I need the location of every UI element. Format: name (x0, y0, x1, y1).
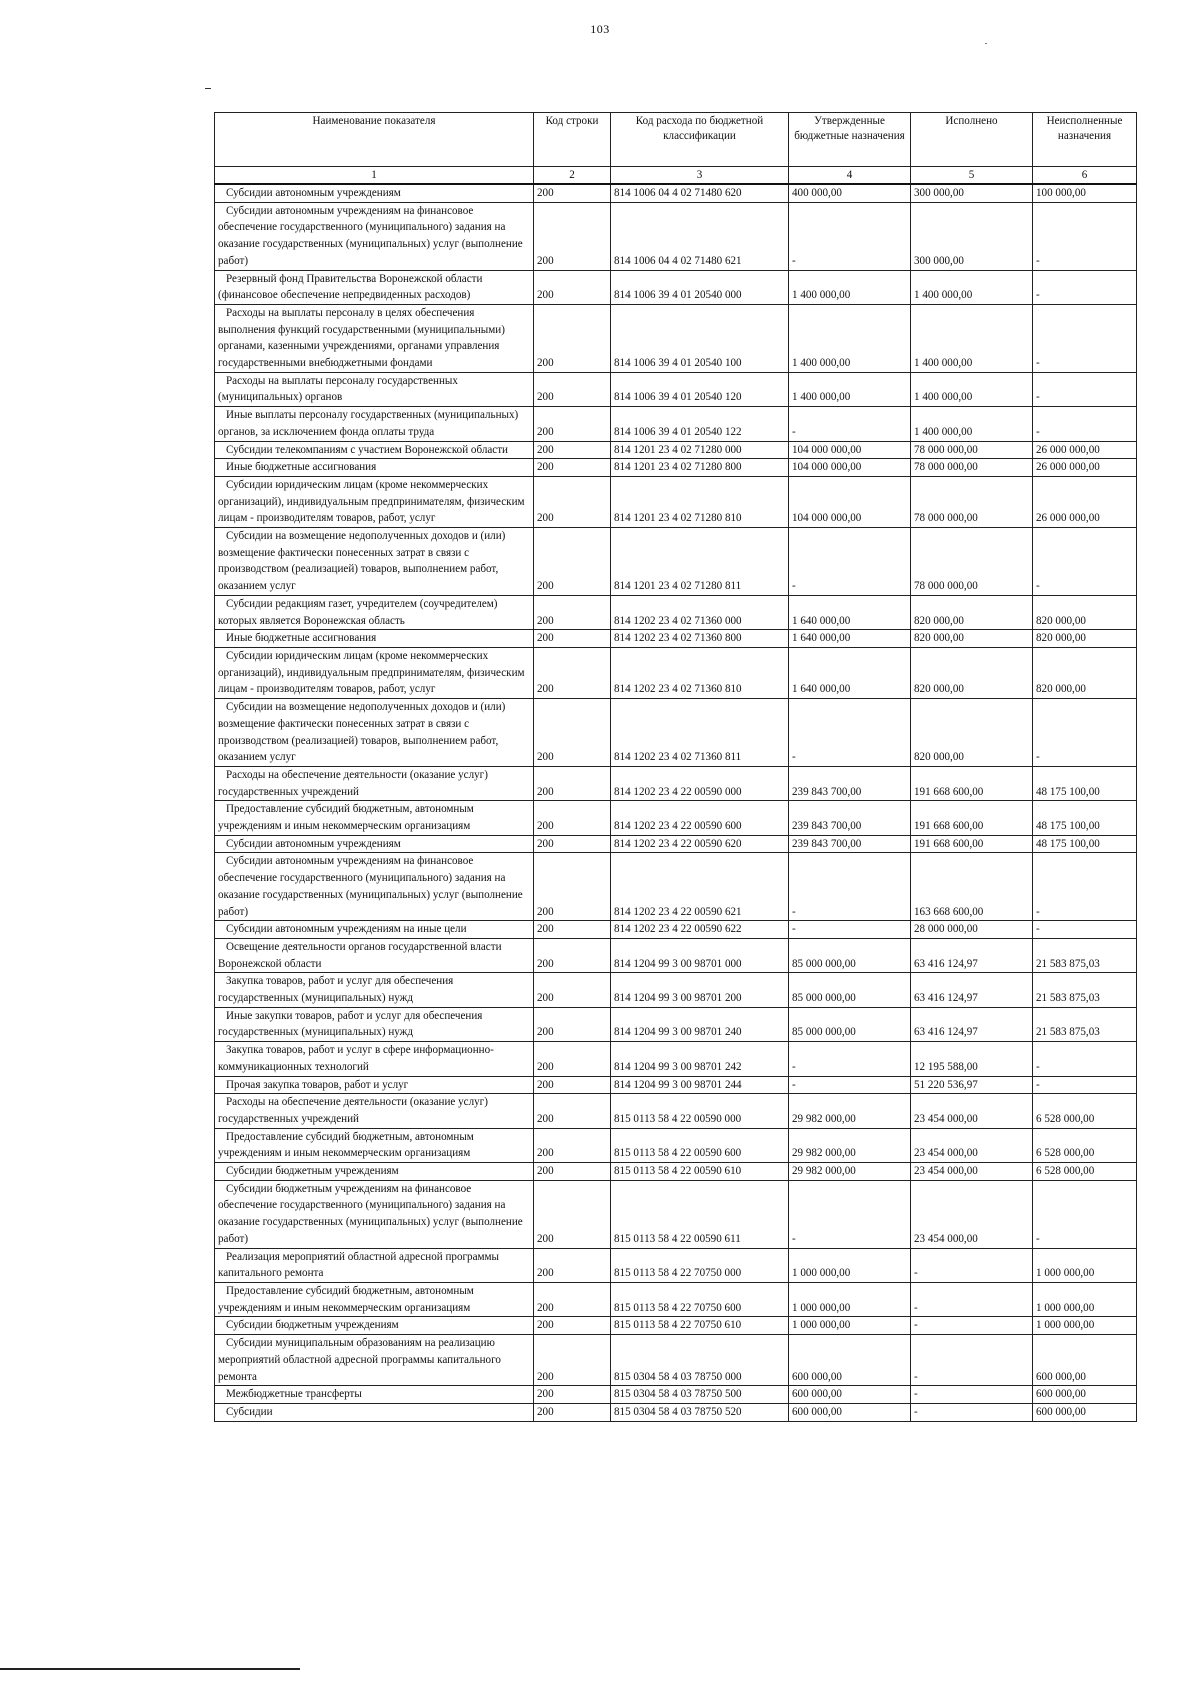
row-unexecuted-cell: 21 583 875,03 (1033, 973, 1137, 1007)
row-line-code-cell: 200 (534, 699, 611, 767)
row-unexecuted-cell: - (1033, 372, 1137, 406)
row-approved-cell: - (789, 1180, 911, 1248)
row-classification-code-cell: 814 1202 23 4 02 71360 810 (611, 647, 789, 698)
row-name-cell: Субсидии автономным учреждениям (215, 835, 534, 853)
column-number: 4 (789, 167, 911, 185)
row-unexecuted-cell: - (1033, 1076, 1137, 1094)
row-classification-code-cell: 814 1204 99 3 00 98701 244 (611, 1076, 789, 1094)
row-executed-cell: 191 668 600,00 (911, 801, 1033, 835)
row-unexecuted-cell: 26 000 000,00 (1033, 441, 1137, 459)
row-classification-code-cell: 814 1202 23 4 22 00590 620 (611, 835, 789, 853)
row-line-code-cell: 200 (534, 304, 611, 372)
row-unexecuted-cell: 6 528 000,00 (1033, 1128, 1137, 1162)
table-row (215, 699, 1137, 767)
row-classification-code-cell: 815 0113 58 4 22 70750 610 (611, 1317, 789, 1335)
table-row (215, 647, 1137, 698)
table-row (215, 407, 1137, 441)
row-executed-cell: 300 000,00 (911, 184, 1033, 202)
row-approved-cell: 85 000 000,00 (789, 1007, 911, 1041)
row-classification-code-cell: 815 0113 58 4 22 00590 611 (611, 1180, 789, 1248)
header-budget-classification-code: Код расхода по бюджетной классификации (611, 113, 789, 167)
row-name-cell: Иные бюджетные ассигнования (215, 630, 534, 648)
row-name-cell: Субсидии автономным учреждениям на финансовое обеспечение государственного (муниципального) задания на оказание государственных (муниципальных) услуг (выполнение работ) (215, 853, 534, 921)
row-unexecuted-cell: 600 000,00 (1033, 1335, 1137, 1386)
row-approved-cell: - (789, 1042, 911, 1076)
row-line-code-cell: 200 (534, 1007, 611, 1041)
row-approved-cell: 600 000,00 (789, 1335, 911, 1386)
row-unexecuted-cell: - (1033, 528, 1137, 596)
row-line-code-cell: 200 (534, 1403, 611, 1421)
row-line-code-cell: 200 (534, 1248, 611, 1282)
row-unexecuted-cell: - (1033, 407, 1137, 441)
row-unexecuted-cell: - (1033, 304, 1137, 372)
row-unexecuted-cell: - (1033, 270, 1137, 304)
row-name-cell: Субсидии бюджетным учреждениям (215, 1163, 534, 1181)
row-unexecuted-cell: 600 000,00 (1033, 1386, 1137, 1404)
row-executed-cell: 23 454 000,00 (911, 1180, 1033, 1248)
row-name-cell: Субсидии телекомпаниям с участием Воронежской области (215, 441, 534, 459)
row-unexecuted-cell: 21 583 875,03 (1033, 1007, 1137, 1041)
row-line-code-cell: 200 (534, 407, 611, 441)
row-executed-cell: 1 400 000,00 (911, 407, 1033, 441)
row-line-code-cell: 200 (534, 476, 611, 527)
table-row (215, 476, 1137, 527)
table-row (215, 1180, 1137, 1248)
row-executed-cell: 78 000 000,00 (911, 528, 1033, 596)
row-unexecuted-cell: 100 000,00 (1033, 184, 1137, 202)
row-name-cell: Предоставление субсидий бюджетным, автономным учреждениям и иным некоммерческим организациям (215, 801, 534, 835)
row-name-cell: Межбюджетные трансферты (215, 1386, 534, 1404)
row-approved-cell: 104 000 000,00 (789, 476, 911, 527)
row-name-cell: Иные закупки товаров, работ и услуг для обеспечения государственных (муниципальных) нужд (215, 1007, 534, 1041)
row-classification-code-cell: 814 1006 39 4 01 20540 122 (611, 407, 789, 441)
row-unexecuted-cell: - (1033, 853, 1137, 921)
column-number: 6 (1033, 167, 1137, 185)
row-line-code-cell: 200 (534, 202, 611, 270)
row-executed-cell: 63 416 124,97 (911, 1007, 1033, 1041)
row-approved-cell: - (789, 1076, 911, 1094)
row-name-cell: Предоставление субсидий бюджетным, автономным учреждениям и иным некоммерческим организациям (215, 1128, 534, 1162)
row-unexecuted-cell: 6 528 000,00 (1033, 1163, 1137, 1181)
row-classification-code-cell: 814 1202 23 4 22 00590 600 (611, 801, 789, 835)
row-unexecuted-cell: 48 175 100,00 (1033, 835, 1137, 853)
budget-execution-table (214, 112, 1137, 1422)
row-approved-cell: 400 000,00 (789, 184, 911, 202)
row-name-cell: Расходы на выплаты персоналу в целях обеспечения выполнения функций государственными (муниципальными) органами, казенными учреждениями, органами управления государственными внебюджетными фондами (215, 304, 534, 372)
row-name-cell: Субсидии автономным учреждениям на финансовое обеспечение государственного (муниципального) задания на оказание государственных (муниципальных) услуг (выполнение работ) (215, 202, 534, 270)
table-header-row (215, 113, 1137, 167)
row-unexecuted-cell: 820 000,00 (1033, 630, 1137, 648)
header-approved-assignments: Утвержденные бюджетные назначения (789, 113, 911, 167)
column-number-row (215, 167, 1137, 185)
row-approved-cell: 1 400 000,00 (789, 304, 911, 372)
table-row (215, 595, 1137, 629)
row-line-code-cell: 200 (534, 1042, 611, 1076)
row-line-code-cell: 200 (534, 647, 611, 698)
row-name-cell: Субсидии юридическим лицам (кроме некоммерческих организаций), индивидуальным предпринимателям, физическим лицам - производителям товаров, работ, услуг (215, 647, 534, 698)
row-line-code-cell: 200 (534, 528, 611, 596)
row-classification-code-cell: 814 1201 23 4 02 71280 810 (611, 476, 789, 527)
row-name-cell: Закупка товаров, работ и услуг в сфере информационно-коммуникационных технологий (215, 1042, 534, 1076)
row-executed-cell: 78 000 000,00 (911, 459, 1033, 477)
table-row (215, 1094, 1137, 1128)
row-line-code-cell: 200 (534, 853, 611, 921)
row-approved-cell: 1 400 000,00 (789, 372, 911, 406)
row-classification-code-cell: 815 0113 58 4 22 70750 000 (611, 1248, 789, 1282)
row-executed-cell: 820 000,00 (911, 595, 1033, 629)
row-line-code-cell: 200 (534, 1076, 611, 1094)
row-unexecuted-cell: 48 175 100,00 (1033, 766, 1137, 800)
row-line-code-cell: 200 (534, 973, 611, 1007)
row-name-cell: Субсидии бюджетным учреждениям на финансовое обеспечение государственного (муниципального) задания на оказание государственных (муниципальных) услуг (выполнение работ) (215, 1180, 534, 1248)
table-row (215, 1335, 1137, 1386)
row-line-code-cell: 200 (534, 372, 611, 406)
row-line-code-cell: 200 (534, 1317, 611, 1335)
row-approved-cell: 85 000 000,00 (789, 938, 911, 972)
row-approved-cell: - (789, 407, 911, 441)
row-name-cell: Освещение деятельности органов государственной власти Воронежской области (215, 938, 534, 972)
row-executed-cell: - (911, 1403, 1033, 1421)
row-unexecuted-cell: - (1033, 921, 1137, 939)
row-classification-code-cell: 814 1006 39 4 01 20540 100 (611, 304, 789, 372)
row-executed-cell: - (911, 1317, 1033, 1335)
row-approved-cell: 600 000,00 (789, 1403, 911, 1421)
row-executed-cell: - (911, 1386, 1033, 1404)
table-row (215, 938, 1137, 972)
row-name-cell: Субсидии автономным учреждениям (215, 184, 534, 202)
row-name-cell: Субсидии юридическим лицам (кроме некоммерческих организаций), индивидуальным предпринимателям, физическим лицам - производителям товаров, работ, услуг (215, 476, 534, 527)
row-approved-cell: 239 843 700,00 (789, 835, 911, 853)
row-name-cell: Субсидии на возмещение недополученных доходов и (или) возмещение фактически понесенных затрат в связи с производством (реализацией) товаров, выполнением работ, оказанием услуг (215, 528, 534, 596)
row-executed-cell: 300 000,00 (911, 202, 1033, 270)
row-unexecuted-cell: - (1033, 1180, 1137, 1248)
row-classification-code-cell: 815 0113 58 4 22 00590 000 (611, 1094, 789, 1128)
row-classification-code-cell: 814 1006 04 4 02 71480 621 (611, 202, 789, 270)
row-line-code-cell: 200 (534, 184, 611, 202)
row-classification-code-cell: 814 1006 39 4 01 20540 000 (611, 270, 789, 304)
row-approved-cell: 600 000,00 (789, 1386, 911, 1404)
row-line-code-cell: 200 (534, 459, 611, 477)
row-name-cell: Реализация мероприятий областной адресной программы капитального ремонта (215, 1248, 534, 1282)
row-executed-cell: 28 000 000,00 (911, 921, 1033, 939)
row-line-code-cell: 200 (534, 1180, 611, 1248)
row-approved-cell: - (789, 699, 911, 767)
row-executed-cell: 1 400 000,00 (911, 304, 1033, 372)
table-row (215, 973, 1137, 1007)
row-approved-cell: 29 982 000,00 (789, 1128, 911, 1162)
row-executed-cell: 63 416 124,97 (911, 938, 1033, 972)
row-executed-cell: - (911, 1335, 1033, 1386)
row-classification-code-cell: 815 0304 58 4 03 78750 000 (611, 1335, 789, 1386)
row-name-cell: Субсидии (215, 1403, 534, 1421)
row-executed-cell: 12 195 588,00 (911, 1042, 1033, 1076)
row-executed-cell: 191 668 600,00 (911, 835, 1033, 853)
column-number: 5 (911, 167, 1033, 185)
table-row (215, 766, 1137, 800)
scan-dash-mark (205, 88, 211, 89)
row-approved-cell: 1 000 000,00 (789, 1317, 911, 1335)
row-classification-code-cell: 814 1204 99 3 00 98701 242 (611, 1042, 789, 1076)
row-executed-cell: 23 454 000,00 (911, 1094, 1033, 1128)
row-line-code-cell: 200 (534, 1163, 611, 1181)
row-executed-cell: 1 400 000,00 (911, 270, 1033, 304)
table-row (215, 459, 1137, 477)
row-executed-cell: 820 000,00 (911, 630, 1033, 648)
table-row (215, 372, 1137, 406)
row-unexecuted-cell: - (1033, 699, 1137, 767)
table-row (215, 270, 1137, 304)
row-classification-code-cell: 814 1202 23 4 02 71360 811 (611, 699, 789, 767)
row-executed-cell: 1 400 000,00 (911, 372, 1033, 406)
table-row (215, 921, 1137, 939)
header-line-code: Код строки (534, 113, 611, 167)
row-approved-cell: 1 000 000,00 (789, 1248, 911, 1282)
row-executed-cell: 820 000,00 (911, 699, 1033, 767)
column-number: 3 (611, 167, 789, 185)
table-row (215, 528, 1137, 596)
row-approved-cell: 29 982 000,00 (789, 1094, 911, 1128)
row-unexecuted-cell: - (1033, 1042, 1137, 1076)
row-executed-cell: - (911, 1248, 1033, 1282)
row-line-code-cell: 200 (534, 270, 611, 304)
row-line-code-cell: 200 (534, 921, 611, 939)
header-executed: Исполнено (911, 113, 1033, 167)
row-classification-code-cell: 815 0304 58 4 03 78750 520 (611, 1403, 789, 1421)
row-executed-cell: 51 220 536,97 (911, 1076, 1033, 1094)
row-executed-cell: 63 416 124,97 (911, 973, 1033, 1007)
row-line-code-cell: 200 (534, 1094, 611, 1128)
row-approved-cell: 85 000 000,00 (789, 973, 911, 1007)
table-row (215, 1283, 1137, 1317)
row-line-code-cell: 200 (534, 801, 611, 835)
row-classification-code-cell: 814 1201 23 4 02 71280 800 (611, 459, 789, 477)
table-row (215, 630, 1137, 648)
row-classification-code-cell: 814 1204 99 3 00 98701 240 (611, 1007, 789, 1041)
row-classification-code-cell: 814 1204 99 3 00 98701 000 (611, 938, 789, 972)
row-approved-cell: - (789, 921, 911, 939)
row-line-code-cell: 200 (534, 1386, 611, 1404)
row-name-cell: Субсидии автономным учреждениям на иные цели (215, 921, 534, 939)
row-executed-cell: 820 000,00 (911, 647, 1033, 698)
table-row (215, 1403, 1137, 1421)
row-approved-cell: - (789, 202, 911, 270)
table-row (215, 1248, 1137, 1282)
row-classification-code-cell: 815 0113 58 4 22 00590 610 (611, 1163, 789, 1181)
row-unexecuted-cell: 1 000 000,00 (1033, 1248, 1137, 1282)
row-unexecuted-cell: 48 175 100,00 (1033, 801, 1137, 835)
table-row (215, 1128, 1137, 1162)
row-approved-cell: 1 640 000,00 (789, 630, 911, 648)
row-classification-code-cell: 814 1201 23 4 02 71280 811 (611, 528, 789, 596)
row-classification-code-cell: 815 0113 58 4 22 00590 600 (611, 1128, 789, 1162)
header-unexecuted-assignments: Неисполненные назначения (1033, 113, 1137, 167)
row-approved-cell: 239 843 700,00 (789, 801, 911, 835)
row-line-code-cell: 200 (534, 630, 611, 648)
table-row (215, 441, 1137, 459)
row-name-cell: Субсидии редакциям газет, учредителем (соучредителем) которых является Воронежская область (215, 595, 534, 629)
bottom-rule (0, 1668, 300, 1670)
row-approved-cell: 1 640 000,00 (789, 595, 911, 629)
row-name-cell: Расходы на выплаты персоналу государственных (муниципальных) органов (215, 372, 534, 406)
row-executed-cell: 191 668 600,00 (911, 766, 1033, 800)
table-row (215, 1317, 1137, 1335)
row-executed-cell: 78 000 000,00 (911, 441, 1033, 459)
row-name-cell: Закупка товаров, работ и услуг для обеспечения государственных (муниципальных) нужд (215, 973, 534, 1007)
row-name-cell: Иные бюджетные ассигнования (215, 459, 534, 477)
row-classification-code-cell: 814 1204 99 3 00 98701 200 (611, 973, 789, 1007)
row-approved-cell: 1 400 000,00 (789, 270, 911, 304)
table-row (215, 184, 1137, 202)
table-row (215, 801, 1137, 835)
row-classification-code-cell: 814 1202 23 4 22 00590 622 (611, 921, 789, 939)
row-classification-code-cell: 815 0113 58 4 22 70750 600 (611, 1283, 789, 1317)
row-approved-cell: 29 982 000,00 (789, 1163, 911, 1181)
page-number: 103 (590, 22, 610, 36)
column-number: 2 (534, 167, 611, 185)
row-name-cell: Расходы на обеспечение деятельности (оказание услуг) государственных учреждений (215, 766, 534, 800)
row-approved-cell: 1 000 000,00 (789, 1283, 911, 1317)
row-name-cell: Иные выплаты персоналу государственных (муниципальных) органов, за исключением фонда оплаты труда (215, 407, 534, 441)
row-classification-code-cell: 814 1202 23 4 22 00590 000 (611, 766, 789, 800)
row-unexecuted-cell: 6 528 000,00 (1033, 1094, 1137, 1128)
row-name-cell: Прочая закупка товаров, работ и услуг (215, 1076, 534, 1094)
row-unexecuted-cell: 21 583 875,03 (1033, 938, 1137, 972)
row-line-code-cell: 200 (534, 1128, 611, 1162)
table-row (215, 1042, 1137, 1076)
table-row (215, 304, 1137, 372)
row-name-cell: Предоставление субсидий бюджетным, автономным учреждениям и иным некоммерческим организациям (215, 1283, 534, 1317)
row-name-cell: Субсидии бюджетным учреждениям (215, 1317, 534, 1335)
row-line-code-cell: 200 (534, 766, 611, 800)
scan-speck (985, 43, 987, 44)
row-classification-code-cell: 814 1202 23 4 02 71360 000 (611, 595, 789, 629)
row-name-cell: Субсидии муниципальным образованиям на реализацию мероприятий областной адресной программы капитального ремонта (215, 1335, 534, 1386)
row-unexecuted-cell: 26 000 000,00 (1033, 459, 1137, 477)
row-line-code-cell: 200 (534, 1283, 611, 1317)
row-executed-cell: 163 668 600,00 (911, 853, 1033, 921)
table-row (215, 1386, 1137, 1404)
row-name-cell: Резервный фонд Правительства Воронежской области (финансовое обеспечение непредвиденных расходов) (215, 270, 534, 304)
row-approved-cell: 104 000 000,00 (789, 459, 911, 477)
header-indicator-name: Наименование показателя (215, 113, 534, 167)
row-approved-cell: 104 000 000,00 (789, 441, 911, 459)
row-unexecuted-cell: 1 000 000,00 (1033, 1317, 1137, 1335)
row-unexecuted-cell: - (1033, 202, 1137, 270)
row-unexecuted-cell: 26 000 000,00 (1033, 476, 1137, 527)
row-executed-cell: - (911, 1283, 1033, 1317)
column-number: 1 (215, 167, 534, 185)
row-line-code-cell: 200 (534, 835, 611, 853)
table-row (215, 853, 1137, 921)
row-executed-cell: 78 000 000,00 (911, 476, 1033, 527)
row-classification-code-cell: 814 1201 23 4 02 71280 000 (611, 441, 789, 459)
row-unexecuted-cell: 1 000 000,00 (1033, 1283, 1137, 1317)
table-row (215, 1007, 1137, 1041)
row-unexecuted-cell: 820 000,00 (1033, 647, 1137, 698)
row-classification-code-cell: 814 1202 23 4 02 71360 800 (611, 630, 789, 648)
row-line-code-cell: 200 (534, 938, 611, 972)
table-row (215, 202, 1137, 270)
row-unexecuted-cell: 820 000,00 (1033, 595, 1137, 629)
row-executed-cell: 23 454 000,00 (911, 1128, 1033, 1162)
row-approved-cell: - (789, 528, 911, 596)
row-line-code-cell: 200 (534, 441, 611, 459)
row-classification-code-cell: 815 0304 58 4 03 78750 500 (611, 1386, 789, 1404)
row-executed-cell: 23 454 000,00 (911, 1163, 1033, 1181)
row-classification-code-cell: 814 1006 04 4 02 71480 620 (611, 184, 789, 202)
row-name-cell: Субсидии на возмещение недополученных доходов и (или) возмещение фактически понесенных затрат в связи с производством (реализацией) товаров, выполнением работ, оказанием услуг (215, 699, 534, 767)
row-unexecuted-cell: 600 000,00 (1033, 1403, 1137, 1421)
table-row (215, 1076, 1137, 1094)
row-approved-cell: - (789, 853, 911, 921)
row-line-code-cell: 200 (534, 595, 611, 629)
row-line-code-cell: 200 (534, 1335, 611, 1386)
table-row (215, 1163, 1137, 1181)
row-classification-code-cell: 814 1202 23 4 22 00590 621 (611, 853, 789, 921)
row-approved-cell: 239 843 700,00 (789, 766, 911, 800)
row-name-cell: Расходы на обеспечение деятельности (оказание услуг) государственных учреждений (215, 1094, 534, 1128)
table-row (215, 835, 1137, 853)
row-classification-code-cell: 814 1006 39 4 01 20540 120 (611, 372, 789, 406)
row-approved-cell: 1 640 000,00 (789, 647, 911, 698)
